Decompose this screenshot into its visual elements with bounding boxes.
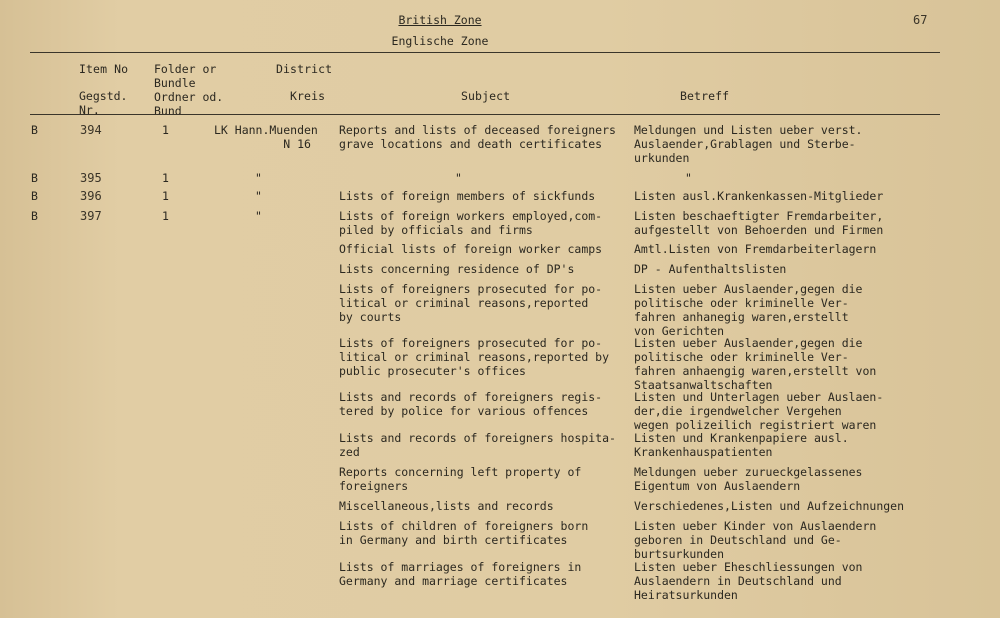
row-subject: Lists of marriages of foreigners in Germany and marriage certificates — [339, 560, 582, 588]
row-code: B — [31, 189, 38, 203]
row-code: B — [31, 171, 38, 185]
col-district: District — [276, 62, 333, 76]
row-subject: Reports and lists of deceased foreigners grave locations and death certificates — [339, 123, 616, 151]
col-kreis: Kreis — [290, 89, 326, 103]
row-subject: Lists of foreign workers employed,com- piled by officials and firms — [339, 209, 603, 237]
row-item-number: 397 — [80, 209, 102, 223]
row-subject: Lists of foreigners prosecuted for po- litical or criminal reasons,reported by courts — [339, 282, 603, 324]
row-betreff: Amtl.Listen von Fremdarbeiterlagern — [634, 242, 877, 256]
col-betreff: Betreff — [680, 89, 730, 103]
row-betreff: Listen ueber Auslaender,gegen die politische oder kriminelle Ver- fahren anhaengig waren,erstellt von Staatsanwaltschaften — [634, 336, 877, 392]
row-subject: Lists and records of foreigners hospita- zed — [339, 431, 616, 459]
row-subject: Lists of foreigners prosecuted for po- litical or criminal reasons,reported by public prosecuter's offices — [339, 336, 610, 378]
row-betreff: " — [685, 171, 692, 185]
row-subject: Lists of foreign members of sickfunds — [339, 189, 596, 203]
row-betreff: Verschiedenes,Listen und Aufzeichnungen — [634, 499, 905, 513]
row-folder: 1 — [162, 123, 169, 137]
row-subject: Lists and records of foreigners regis- tered by police for various offences — [339, 390, 603, 418]
col-folder: Folder or Bundle Ordner od. Bund — [154, 62, 224, 118]
col-subject: Subject — [461, 89, 511, 103]
row-subject: Lists of children of foreigners born in Germany and birth certificates — [339, 519, 589, 547]
row-betreff: Listen ueber Kinder von Auslaendern geboren in Deutschland und Ge- burtsurkunden — [634, 519, 877, 561]
zone-title-english: British Zone — [398, 13, 482, 27]
row-betreff: Listen beschaeftigter Fremdarbeiter, aufgestellt von Behoerden und Firmen — [634, 209, 884, 237]
col-gegstd: Gegstd. Nr. — [79, 89, 128, 117]
row-district: " — [255, 171, 262, 185]
header-rule — [30, 114, 940, 115]
row-betreff: Listen ausl.Krankenkassen-Mitglieder — [634, 189, 884, 203]
row-betreff: Listen ueber Eheschliessungen von Auslaendern in Deutschland und Heiratsurkunden — [634, 560, 863, 602]
row-item-number: 394 — [80, 123, 102, 137]
row-subject: Miscellaneous,lists and records — [339, 499, 554, 513]
row-betreff: Meldungen ueber zurueckgelassenes Eigentum von Auslaendern — [634, 465, 863, 493]
row-betreff: DP - Aufenthaltslisten — [634, 262, 787, 276]
row-betreff: Meldungen und Listen ueber verst. Auslaender,Grablagen und Sterbe- urkunden — [634, 123, 863, 165]
row-item-number: 396 — [80, 189, 102, 203]
row-code: B — [31, 123, 38, 137]
row-folder: 1 — [162, 171, 169, 185]
row-folder: 1 — [162, 189, 169, 203]
row-district: " — [255, 189, 262, 203]
row-subject: Lists concerning residence of DP's — [339, 262, 575, 276]
row-item-number: 395 — [80, 171, 102, 185]
row-folder: 1 — [162, 209, 169, 223]
zone-title-german: Englische Zone — [391, 34, 489, 48]
row-betreff: Listen und Krankenpapiere ausl. Krankenhauspatienten — [634, 431, 849, 459]
row-district: LK Hann.Muenden N 16 — [214, 123, 318, 151]
page-number: 67 — [913, 13, 928, 27]
row-code: B — [31, 209, 38, 223]
row-subject: " — [455, 171, 462, 185]
row-betreff: Listen ueber Auslaender,gegen die politische oder kriminelle Ver- fahren anhanegig waren,erstellt von Gerichten — [634, 282, 863, 338]
row-subject: Official lists of foreign worker camps — [339, 242, 603, 256]
row-betreff: Listen und Unterlagen ueber Auslaen- der,die irgendwelcher Vergehen wegen polizeilich registriert waren — [634, 390, 884, 432]
row-district: " — [255, 209, 262, 223]
col-item-no: Item No — [79, 62, 129, 76]
top-rule — [30, 52, 940, 53]
row-subject: Reports concerning left property of foreigners — [339, 465, 582, 493]
